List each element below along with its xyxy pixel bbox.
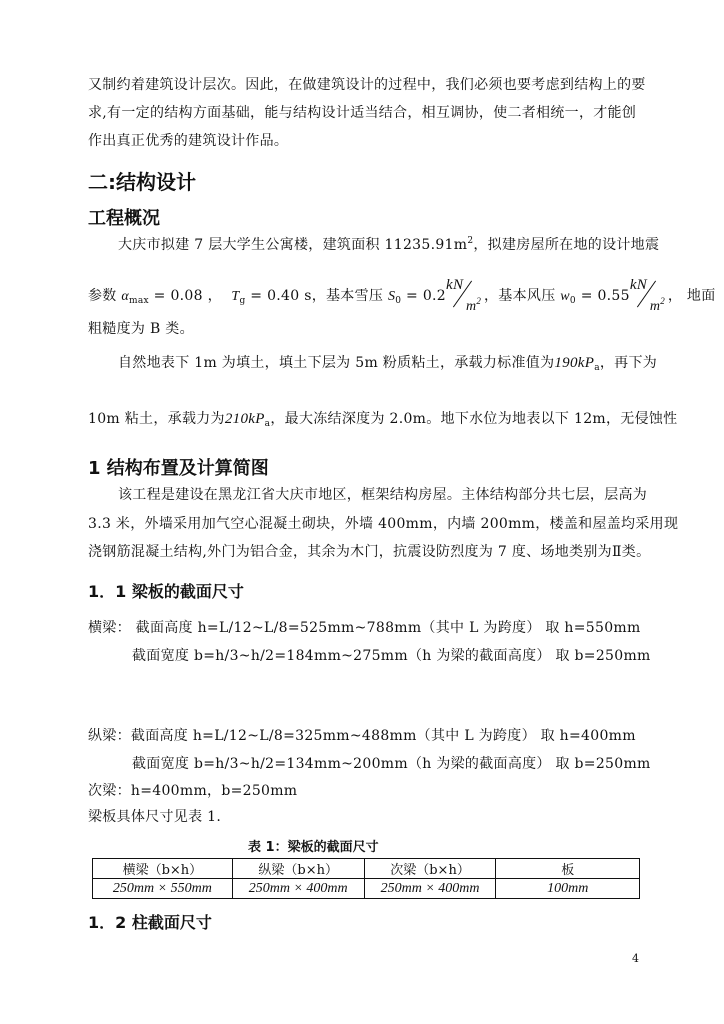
wind-unit-den-text: m xyxy=(649,299,661,314)
alpha-value: = 0.08 ， xyxy=(148,288,222,304)
seismic-parameters-line xyxy=(88,277,716,314)
section-title-beam-slab: 1．1 梁板的截面尺寸 xyxy=(88,582,244,601)
transverse-beam-height: 横梁： 截面高度 h=L/12~L/8=525mm~788mm（其中 L 为跨度） 取 h=550mm xyxy=(88,620,641,636)
see-table-note: 梁板具体尺寸见表 1. xyxy=(88,809,222,825)
layout-line-3: 浇钢筋混凝土结构,外门为铝合金，其余为木门，抗震设防烈度为 7 度、场地类别为Ⅱ类。 xyxy=(88,544,651,560)
longitudinal-beam-width: 截面宽度 b=h/3~h/2=134mm~200mm（h 为梁的截面高度） 取 b=250mm xyxy=(132,756,651,772)
table-cell: 250mm × 400mm xyxy=(364,879,496,899)
section-title-column: 1．2 柱截面尺寸 xyxy=(88,913,212,932)
layout-line-1: 该工程是建设在黑龙江省大庆市地区，框架结构房屋。主体结构部分共七层，层高为 xyxy=(118,487,648,503)
params-tail: ， 地面 xyxy=(667,288,716,304)
bearing-unit-2-sub: a xyxy=(264,419,271,429)
w0-symbol: w xyxy=(560,289,570,304)
wind-unit-denominator xyxy=(650,294,665,314)
tg-symbol: T xyxy=(231,289,240,304)
soil-line-1 xyxy=(118,356,657,375)
intro-line-1: 又制约着建筑设计层次。因此，在做建筑设计的过程中，我们必须也要考虑到结构上的要 xyxy=(88,77,646,93)
s0-value: = 0.2 xyxy=(401,288,446,304)
params-lead: 参数 xyxy=(88,288,117,304)
table-caption: 表 1：梁板的截面尺寸 xyxy=(248,840,379,855)
snow-unit-den-sup: 2 xyxy=(476,296,482,306)
table-cell: 100mm xyxy=(496,879,640,899)
bearing-unit-1: kP xyxy=(577,355,595,371)
tg-subscript: g xyxy=(239,296,246,306)
beam-slab-table xyxy=(92,858,640,899)
s0-symbol: S xyxy=(387,289,396,304)
table-header-cell: 板 xyxy=(496,859,640,879)
transverse-beam-width: 截面宽度 b=h/3~h/2=184mm~275mm（h 为梁的截面高度） 取 b=250mm xyxy=(132,648,651,664)
section-title-structural-design: 二:结构设计 xyxy=(88,170,196,194)
soil-line-1-end: ，再下为 xyxy=(599,355,658,371)
snow-unit-denominator xyxy=(466,294,481,314)
wind-unit-den-sup: 2 xyxy=(660,296,666,306)
snow-unit-fraction xyxy=(446,277,484,314)
section-title-project-overview: 工程概况 xyxy=(88,208,160,229)
secondary-beam-size: 次梁：h=400mm，b=250mm xyxy=(88,783,298,799)
page-number: 4 xyxy=(632,952,639,965)
layout-line-2: 3.3 米，外墙采用加气空心混凝土砌块，外墙 400mm，内墙 200mm，楼盖和屋盖均采用现 xyxy=(88,516,679,532)
snow-unit-den-text: m xyxy=(466,299,477,314)
alpha-subscript: max xyxy=(129,296,149,306)
s0-subscript: 0 xyxy=(395,296,402,306)
intro-line-2: 求,有一定的结构方面基础，能与结构设计适当结合，相互调协，使二者相统一，才能创 xyxy=(88,105,637,121)
table-header-cell: 次梁（b×h） xyxy=(364,859,496,879)
overview-line-1-text: 大庆市拟建 7 层大学生公寓楼，建筑面积 11235.91m xyxy=(118,237,468,253)
table-header-cell: 横梁（b×h） xyxy=(93,859,233,879)
overview-line-1 xyxy=(118,234,659,252)
intro-line-3: 作出真正优秀的建筑设计作品。 xyxy=(88,133,289,149)
table-cell: 250mm × 550mm xyxy=(93,879,233,899)
alpha-symbol: α xyxy=(121,289,130,304)
table-row xyxy=(93,879,640,899)
table-header-cell: 纵梁（b×h） xyxy=(232,859,364,879)
section-title-layout: 1 结构布置及计算简图 xyxy=(88,458,269,479)
wind-unit-fraction xyxy=(629,277,668,314)
snow-label: ，基本雪压 xyxy=(311,288,384,304)
table-cell: 250mm × 400mm xyxy=(232,879,364,899)
overview-line-3: 粗糙度为 B 类。 xyxy=(88,321,194,337)
bearing-value-2: 210 xyxy=(224,411,249,427)
longitudinal-beam-height: 纵梁：截面高度 h=L/12~L/8=325mm~488mm（其中 L 为跨度） 取 h=400mm xyxy=(88,728,636,744)
bearing-unit-2: kP xyxy=(248,411,265,427)
snow-unit-numerator: kN xyxy=(446,277,464,293)
w0-subscript: 0 xyxy=(569,296,576,306)
wind-label: ，基本风压 xyxy=(484,288,556,304)
soil-line-2-end: ，最大冻结深度为 2.0m。地下水位为地表以下 12m，无侵蚀性 xyxy=(270,411,678,427)
soil-line-1-text: 自然地表下 1m 为填土，填土下层为 5m 粉质粘土，承载力标准值为 xyxy=(118,355,555,371)
area-unit-superscript: 2 xyxy=(467,236,474,246)
table-header-row xyxy=(93,859,640,879)
bearing-value-1: 190 xyxy=(554,355,578,371)
w0-value: = 0.55 xyxy=(575,288,630,304)
wind-unit-numerator: kN xyxy=(629,277,648,293)
tg-value: = 0.40 s xyxy=(245,288,312,304)
bearing-unit-1-sub: a xyxy=(594,363,600,373)
soil-line-2 xyxy=(88,412,677,431)
soil-line-2-text: 10m 粘土，承载力为 xyxy=(88,411,225,427)
overview-line-1-end: ，拟建房屋所在地的设计地震 xyxy=(473,237,660,253)
